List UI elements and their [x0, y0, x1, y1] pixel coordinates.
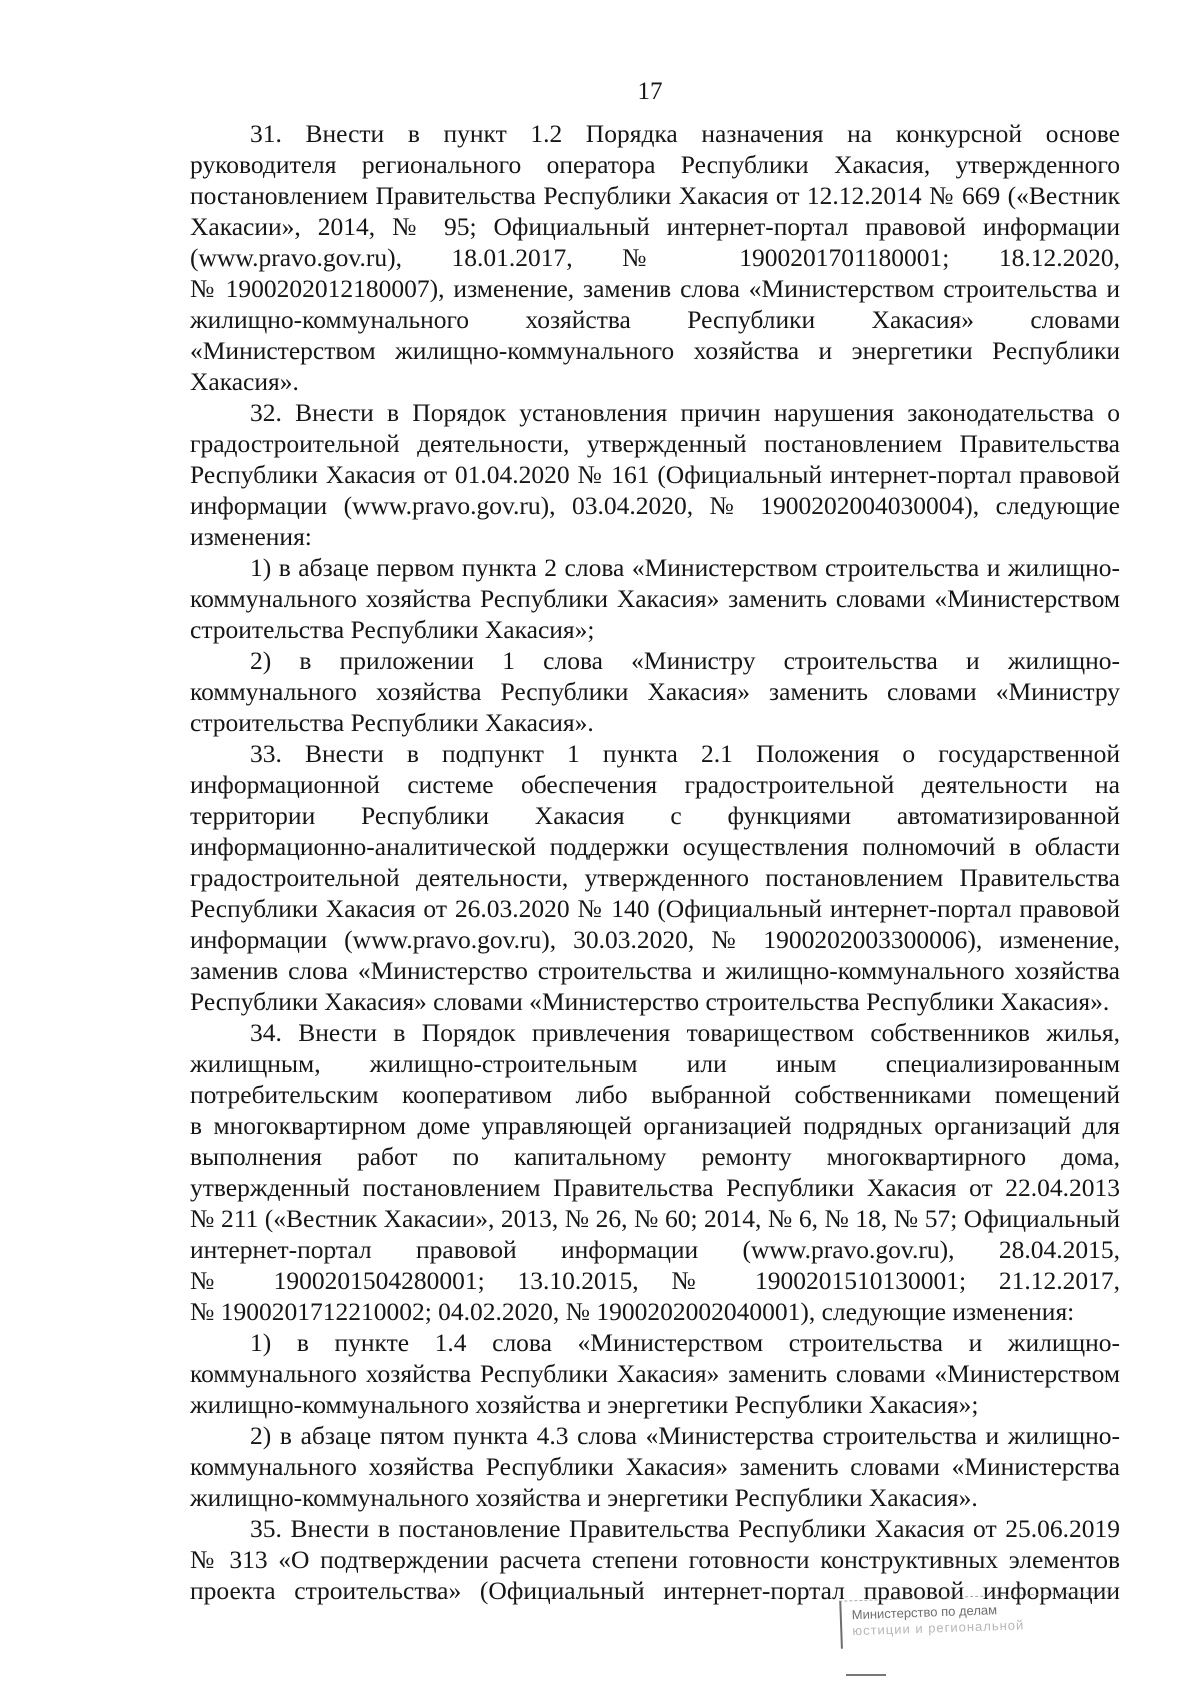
text-line: постановлением Правительства Республики Хакасия от 12.12.2014 № 669 («Вестник — [190, 181, 1120, 210]
text-line: 34. Внести в Порядок привлечения товариществом собственников жилья, — [250, 1018, 1120, 1047]
stamp-mark — [846, 1674, 886, 1676]
text-line: коммунального хозяйства Республики Хакасия» заменить словами «Министерством — [190, 584, 1120, 613]
text-line: жилищно-коммунального хозяйства Республики Хакасия» словами — [190, 305, 1120, 334]
text-line: информационной системе обеспечения градостроительной деятельности на — [190, 770, 1120, 799]
text-line: 1) в абзаце первом пункта 2 слова «Министерством строительства и жилищно- — [250, 553, 1120, 582]
text-line: руководителя регионального оператора Республики Хакасия, утвержденного — [190, 150, 1120, 179]
text-line: изменения: — [190, 522, 312, 551]
stamp-line-1: Министерство по делам — [851, 1602, 998, 1623]
text-line: Хакасия». — [190, 367, 299, 396]
text-line: информации (www.pravo.gov.ru), 30.03.2020, № 1900202003300006), изменение, — [190, 925, 1120, 954]
text-line: «Министерством жилищно-коммунального хозяйства и энергетики Республики — [190, 336, 1120, 365]
text-line: Республики Хакасия от 26.03.2020 № 140 (Официальный интернет-портал правовой — [190, 894, 1120, 923]
text-line: градостроительной деятельности, утвержденного постановлением Правительства — [190, 863, 1120, 892]
text-line: выполнения работ по капитальному ремонту многоквартирного дома, — [190, 1142, 1120, 1171]
text-line: 2) в приложении 1 слова «Министру строительства и жилищно- — [250, 646, 1120, 675]
text-line: строительства Республики Хакасия». — [190, 708, 594, 737]
text-line: № 1900202012180007), изменение, заменив слова «Министерством строительства и — [190, 274, 1120, 303]
document-body — [190, 118, 1120, 1606]
text-line: информации (www.pravo.gov.ru), 03.04.2020, № 1900202004030004), следующие — [190, 491, 1120, 520]
text-line: Республики Хакасия от 01.04.2020 № 161 (Официальный интернет-портал правовой — [190, 460, 1120, 489]
text-line: 32. Внести в Порядок установления причин нарушения законодательства о — [250, 398, 1120, 427]
text-line: коммунального хозяйства Республики Хакасия» заменить словами «Министерством — [190, 1359, 1120, 1388]
text-line: проекта строительства» (Официальный интернет-портал правовой информации — [190, 1576, 1120, 1605]
text-line: в многоквартирном доме управляющей организацией подрядных организаций для — [190, 1111, 1120, 1140]
text-line: 35. Внести в постановление Правительства Республики Хакасия от 25.06.2019 — [250, 1514, 1120, 1543]
text-line: № 1900201504280001; 13.10.2015, № 1900201510130001; 21.12.2017, — [190, 1266, 1120, 1295]
text-line: утвержденный постановлением Правительства Республики Хакасия от 22.04.2013 — [190, 1173, 1120, 1202]
text-line: жилищно-коммунального хозяйства и энергетики Республики Хакасия»; — [190, 1390, 979, 1419]
text-line: № 313 «О подтверждении расчета степени готовности конструктивных элементов — [190, 1545, 1120, 1574]
text-line: 2) в абзаце пятом пункта 4.3 слова «Министерства строительства и жилищно- — [250, 1421, 1120, 1450]
text-line: потребительским кооперативом либо выбранной собственниками помещений — [190, 1080, 1120, 1109]
text-line: № 1900201712210002; 04.02.2020, № 1900202002040001), следующие изменения: — [190, 1297, 1075, 1326]
text-line: строительства Республики Хакасия»; — [190, 615, 595, 644]
ministry-stamp — [839, 1591, 1111, 1648]
text-line: жилищным, жилищно-строительным или иным специализированным — [190, 1049, 1120, 1078]
text-line: заменив слова «Министерство строительства и жилищно-коммунального хозяйства — [190, 956, 1120, 985]
text-line: 31. Внести в пункт 1.2 Порядка назначения на конкурсной основе — [250, 119, 1120, 148]
text-line: (www.pravo.gov.ru), 18.01.2017, № 1900201701180001; 18.12.2020, — [190, 243, 1120, 272]
text-line: Республики Хакасия» словами «Министерство строительства Республики Хакасия». — [190, 987, 1110, 1016]
page-number: 17 — [637, 78, 663, 105]
text-line: градостроительной деятельности, утвержденный постановлением Правительства — [190, 429, 1120, 458]
text-line: 33. Внести в подпункт 1 пункта 2.1 Положения о государственной — [250, 739, 1120, 768]
text-line: жилищно-коммунального хозяйства и энергетики Республики Хакасия». — [190, 1483, 978, 1512]
text-line: информационно-аналитической поддержки осуществления полномочий в области — [190, 832, 1120, 861]
text-line: коммунального хозяйства Республики Хакасия» заменить словами «Министерства — [190, 1452, 1120, 1481]
text-line: № 211 («Вестник Хакасии», 2013, № 26, № 60; 2014, № 6, № 18, № 57; Официальный — [190, 1204, 1120, 1233]
text-line: Хакасии», 2014, № 95; Официальный интернет-портал правовой информации — [190, 212, 1120, 241]
text-line: коммунального хозяйства Республики Хакасия» заменить словами «Министру — [190, 677, 1120, 706]
text-line: интернет-портал правовой информации (www.pravo.gov.ru), 28.04.2015, — [190, 1235, 1120, 1264]
stamp-line-2: юстиции и региональной — [852, 1617, 1025, 1639]
text-line: территории Республики Хакасия с функциями автоматизированной — [190, 801, 1120, 830]
text-line: 1) в пункте 1.4 слова «Министерством строительства и жилищно- — [250, 1328, 1120, 1357]
